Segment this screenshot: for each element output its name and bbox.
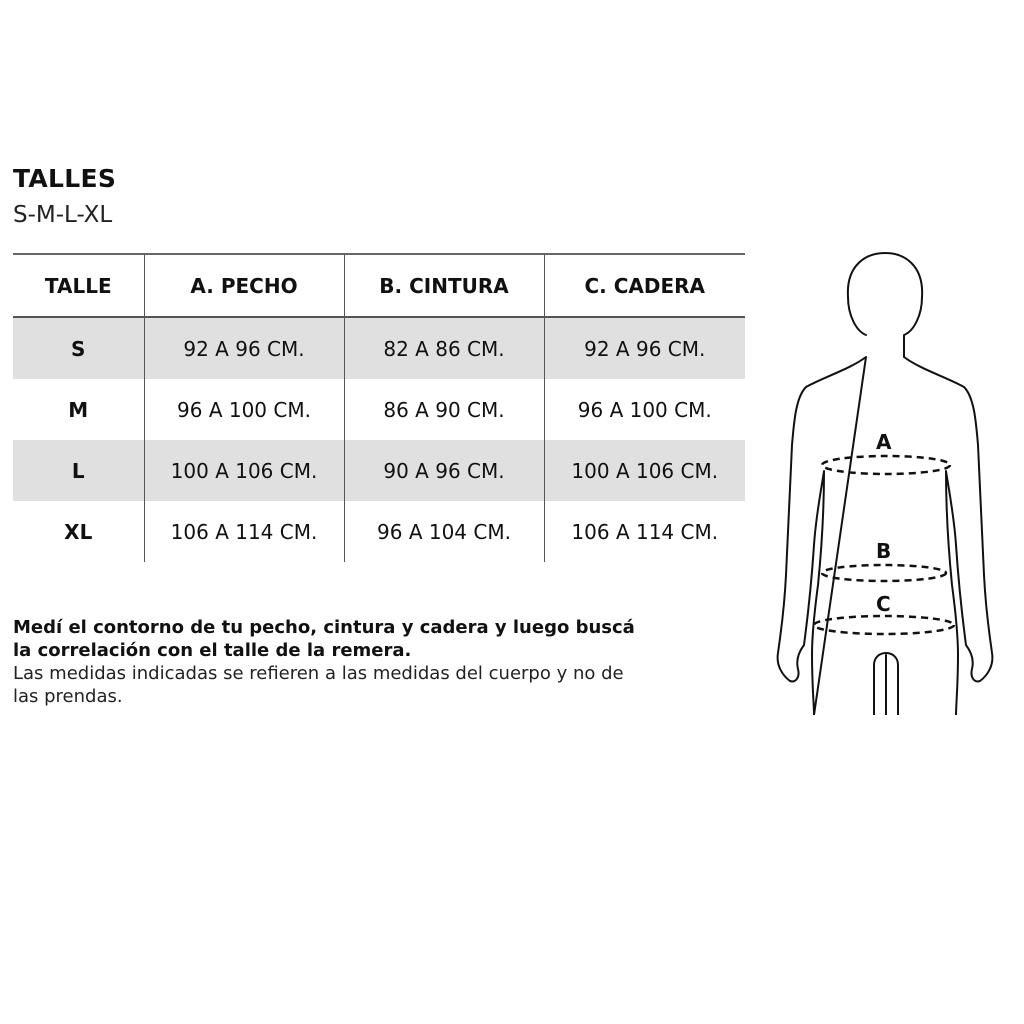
pecho-cell: 96 A 100 CM. [144,379,344,440]
cintura-cell: 82 A 86 CM. [344,317,544,379]
size-cell: XL [64,519,93,544]
page-title: TALLES [13,164,117,193]
size-cell: M [68,397,89,422]
column-header-talle: TALLE [13,254,144,317]
label-a: A [876,430,892,454]
pecho-cell: 92 A 96 CM. [144,317,344,379]
table-row [13,501,745,562]
cadera-cell: 92 A 96 CM. [544,317,745,379]
cadera-cell: 96 A 100 CM. [544,379,745,440]
cadera-cell: 100 A 106 CM. [544,440,745,501]
hip-measure-line [814,616,954,634]
chest-measure-line [822,456,950,474]
disclaimer-text: Las medidas indicadas se refieren a las medidas del cuerpo y no de las prendas. [13,663,624,707]
waist-measure-line [822,565,946,581]
table-header-row [13,254,745,317]
cintura-cell: 90 A 96 CM. [344,440,544,501]
size-cell: S [13,317,144,379]
pecho-cell: 100 A 106 CM. [144,440,344,501]
cintura-cell: 96 A 104 CM. [344,501,544,562]
measurement-notes [13,616,653,708]
page-subtitle: S-M-L-XL [13,202,113,228]
column-header-cintura: B. CINTURA [344,254,544,317]
body-measurement-figure [770,245,1000,715]
column-header-cadera: C. CADERA [544,254,745,317]
cadera-cell: 106 A 114 CM. [544,501,745,562]
label-c: C [876,592,891,616]
column-header-pecho: A. PECHO [144,254,344,317]
label-b: B [876,539,892,563]
table-row [13,317,745,379]
table-row [13,440,745,501]
pecho-cell: 106 A 114 CM. [144,501,344,562]
instruction-text: Medí el contorno de tu pecho, cintura y cadera y luego buscá la correlación con el talle de la remera. [13,617,635,661]
body-outline-icon [778,253,993,715]
size-table [13,253,745,562]
size-cell: L [13,440,144,501]
cintura-cell: 86 A 90 CM. [344,379,544,440]
table-row [13,379,745,440]
